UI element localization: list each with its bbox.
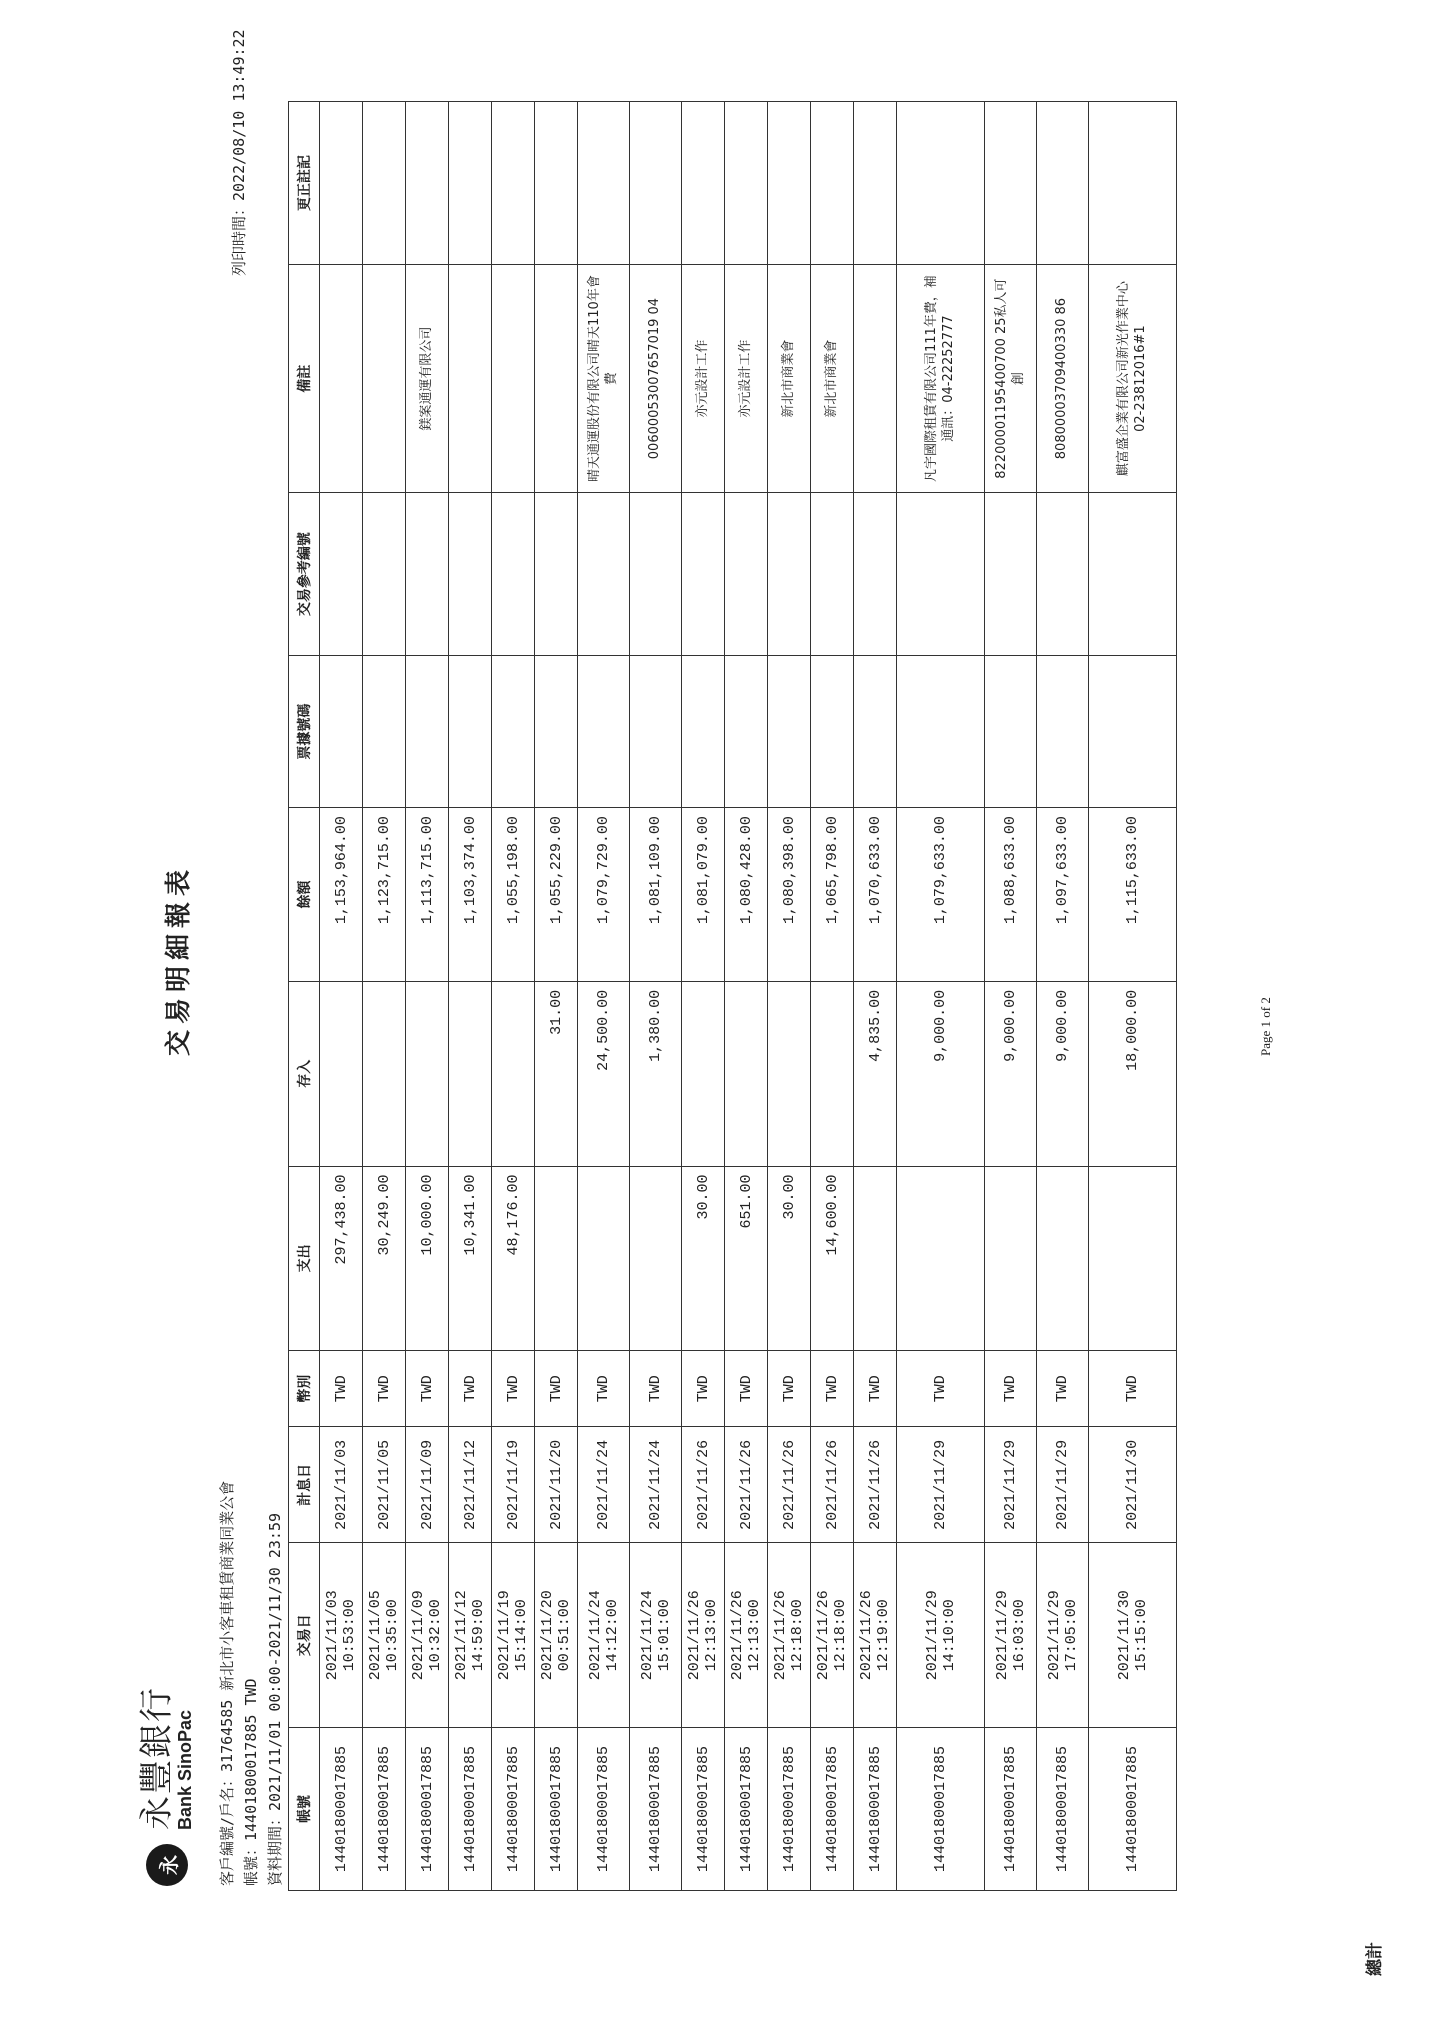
table-row <box>897 102 985 1891</box>
col-debit: 支出 <box>289 1166 320 1351</box>
cell-account: 14401800017885 <box>682 1728 725 1891</box>
cell-cheque <box>406 656 449 808</box>
cell-correction <box>578 102 630 265</box>
cell-credit <box>320 981 363 1166</box>
cell-ref <box>985 493 1037 656</box>
col-balance: 餘額 <box>289 808 320 982</box>
cell-cheque <box>320 656 363 808</box>
cell-note <box>363 265 406 493</box>
cell-credit <box>363 981 406 1166</box>
cell-txn-date: 2021/11/29 16:03:00 <box>985 1543 1037 1728</box>
cell-currency: TWD <box>768 1351 811 1427</box>
table-header-row <box>289 102 320 1891</box>
cell-correction <box>985 102 1037 265</box>
cell-debit: 30.00 <box>768 1166 811 1351</box>
cell-txn-date: 2021/11/12 14:59:00 <box>449 1543 492 1728</box>
table-row <box>1037 102 1089 1891</box>
cell-correction <box>363 102 406 265</box>
cell-value-date: 2021/11/26 <box>854 1427 897 1543</box>
cell-credit: 9,000.00 <box>897 981 985 1166</box>
cell-correction <box>682 102 725 265</box>
cell-balance: 1,113,715.00 <box>406 808 449 982</box>
cell-txn-date: 2021/11/19 15:14:00 <box>492 1543 535 1728</box>
cell-ref <box>492 493 535 656</box>
cell-credit <box>492 981 535 1166</box>
cell-value-date: 2021/11/26 <box>725 1427 768 1543</box>
cell-account: 14401800017885 <box>1089 1728 1177 1891</box>
cell-balance: 1,123,715.00 <box>363 808 406 982</box>
cell-debit: 30,249.00 <box>363 1166 406 1351</box>
col-correction: 更正註記 <box>289 102 320 265</box>
cell-credit: 1,380.00 <box>630 981 682 1166</box>
cell-balance: 1,065,798.00 <box>811 808 854 982</box>
cell-correction <box>630 102 682 265</box>
cell-credit <box>406 981 449 1166</box>
cell-account: 14401800017885 <box>535 1728 578 1891</box>
cell-correction <box>406 102 449 265</box>
cell-note: 亦元設計工作 <box>682 265 725 493</box>
cell-ref <box>535 493 578 656</box>
cell-balance: 1,115,633.00 <box>1089 808 1177 982</box>
cell-debit: 14,600.00 <box>811 1166 854 1351</box>
cell-value-date: 2021/11/19 <box>492 1427 535 1543</box>
col-account: 帳號 <box>289 1728 320 1891</box>
cell-balance: 1,055,198.00 <box>492 808 535 982</box>
cell-note <box>854 265 897 493</box>
cell-correction <box>768 102 811 265</box>
cell-account: 14401800017885 <box>578 1728 630 1891</box>
cell-cheque <box>1089 656 1177 808</box>
cell-ref <box>1037 493 1089 656</box>
cell-currency: TWD <box>897 1351 985 1427</box>
cell-debit <box>535 1166 578 1351</box>
period-info: 資料期間：2021/11/01 00:00-2021/11/30 23:59 <box>266 1512 284 1886</box>
cell-cheque <box>682 656 725 808</box>
cell-ref <box>320 493 363 656</box>
cell-account: 14401800017885 <box>320 1728 363 1891</box>
cell-balance: 1,079,729.00 <box>578 808 630 982</box>
table-row <box>630 102 682 1891</box>
cell-balance: 1,081,109.00 <box>630 808 682 982</box>
cell-ref <box>578 493 630 656</box>
print-time: 列印時間：2022/08/10 13:49:22 <box>230 29 248 276</box>
table-row <box>1089 102 1177 1891</box>
cell-txn-date: 2021/11/20 00:51:00 <box>535 1543 578 1728</box>
report-title: 交易明細報表 <box>164 863 194 1056</box>
cell-value-date: 2021/11/05 <box>363 1427 406 1543</box>
cell-account: 14401800017885 <box>985 1728 1037 1891</box>
cell-value-date: 2021/11/29 <box>1037 1427 1089 1543</box>
cell-debit <box>985 1166 1037 1351</box>
table-row <box>725 102 768 1891</box>
cell-note <box>449 265 492 493</box>
cell-note <box>320 265 363 493</box>
table-row <box>449 102 492 1891</box>
cell-credit: 9,000.00 <box>985 981 1037 1166</box>
bank-logo <box>137 1686 195 1886</box>
cell-account: 14401800017885 <box>897 1728 985 1891</box>
sinopac-logo-icon: 永 <box>146 1844 188 1886</box>
cell-balance: 1,103,374.00 <box>449 808 492 982</box>
cell-currency: TWD <box>449 1351 492 1427</box>
cell-txn-date: 2021/11/29 17:05:00 <box>1037 1543 1089 1728</box>
cell-cheque <box>725 656 768 808</box>
cell-correction <box>854 102 897 265</box>
cell-cheque <box>363 656 406 808</box>
cell-cheque <box>768 656 811 808</box>
cell-credit: 4,835.00 <box>854 981 897 1166</box>
cell-ref <box>854 493 897 656</box>
cell-value-date: 2021/11/03 <box>320 1427 363 1543</box>
cell-credit <box>682 981 725 1166</box>
cell-value-date: 2021/11/12 <box>449 1427 492 1543</box>
cell-correction <box>897 102 985 265</box>
cell-cheque <box>811 656 854 808</box>
cell-note: 凡宇國際租賃有限公司111年費，補通訊：04-22252777 <box>897 265 985 493</box>
cell-ref <box>768 493 811 656</box>
cell-cheque <box>449 656 492 808</box>
cell-debit <box>897 1166 985 1351</box>
cell-balance: 1,097,633.00 <box>1037 808 1089 982</box>
cell-txn-date: 2021/11/03 10:53:00 <box>320 1543 363 1728</box>
cell-currency: TWD <box>363 1351 406 1427</box>
cell-value-date: 2021/11/26 <box>768 1427 811 1543</box>
cell-cheque <box>897 656 985 808</box>
col-txn-date: 交易日 <box>289 1543 320 1728</box>
cell-account: 14401800017885 <box>449 1728 492 1891</box>
cell-account: 14401800017885 <box>725 1728 768 1891</box>
cell-value-date: 2021/11/09 <box>406 1427 449 1543</box>
cell-balance: 1,153,964.00 <box>320 808 363 982</box>
total-label: 總計 <box>1365 1942 1385 1976</box>
cell-balance: 1,055,229.00 <box>535 808 578 982</box>
cell-currency: TWD <box>320 1351 363 1427</box>
cell-debit: 10,000.00 <box>406 1166 449 1351</box>
cell-currency: TWD <box>1037 1351 1089 1427</box>
cell-ref <box>1089 493 1177 656</box>
cell-value-date: 2021/11/20 <box>535 1427 578 1543</box>
cell-cheque <box>492 656 535 808</box>
cell-currency: TWD <box>725 1351 768 1427</box>
cell-credit <box>725 981 768 1166</box>
cell-account: 14401800017885 <box>1037 1728 1089 1891</box>
cell-value-date: 2021/11/30 <box>1089 1427 1177 1543</box>
table-row <box>985 102 1037 1891</box>
cell-credit: 31.00 <box>535 981 578 1166</box>
cell-account: 14401800017885 <box>811 1728 854 1891</box>
table-row <box>768 102 811 1891</box>
table-row <box>854 102 897 1891</box>
cell-credit <box>449 981 492 1166</box>
cell-balance: 1,088,633.00 <box>985 808 1037 982</box>
cell-value-date: 2021/11/29 <box>897 1427 985 1543</box>
cell-currency: TWD <box>854 1351 897 1427</box>
customer-info: 客戶編號/戶名：31764585 新北市小客車租賃商業同業公會 <box>218 1480 236 1886</box>
cell-correction <box>1037 102 1089 265</box>
table-row <box>406 102 449 1891</box>
cell-debit: 651.00 <box>725 1166 768 1351</box>
cell-credit <box>768 981 811 1166</box>
cell-correction <box>535 102 578 265</box>
cell-cheque <box>985 656 1037 808</box>
col-cheque: 票據號碼 <box>289 656 320 808</box>
cell-correction <box>725 102 768 265</box>
cell-account: 14401800017885 <box>406 1728 449 1891</box>
cell-balance: 1,070,633.00 <box>854 808 897 982</box>
cell-balance: 1,081,079.00 <box>682 808 725 982</box>
cell-debit: 297,438.00 <box>320 1166 363 1351</box>
cell-currency: TWD <box>1089 1351 1177 1427</box>
cell-account: 14401800017885 <box>854 1728 897 1891</box>
cell-ref <box>449 493 492 656</box>
table-row <box>578 102 630 1891</box>
cell-note: 新北市商業會 <box>768 265 811 493</box>
col-value-date: 計息日 <box>289 1427 320 1543</box>
cell-txn-date: 2021/11/09 10:32:00 <box>406 1543 449 1728</box>
cell-debit <box>1037 1166 1089 1351</box>
cell-note: 新北市商業會 <box>811 265 854 493</box>
cell-note <box>535 265 578 493</box>
cell-correction <box>492 102 535 265</box>
cell-correction <box>320 102 363 265</box>
table-body <box>320 102 1177 1891</box>
cell-cheque <box>854 656 897 808</box>
table-row <box>320 102 363 1891</box>
cell-credit: 24,500.00 <box>578 981 630 1166</box>
cell-txn-date: 2021/11/26 12:13:00 <box>682 1543 725 1728</box>
cell-note: 亦元設計工作 <box>725 265 768 493</box>
table-row <box>682 102 725 1891</box>
cell-ref <box>725 493 768 656</box>
cell-txn-date: 2021/11/26 12:18:00 <box>768 1543 811 1728</box>
cell-debit <box>1089 1166 1177 1351</box>
cell-txn-date: 2021/11/26 12:13:00 <box>725 1543 768 1728</box>
cell-currency: TWD <box>535 1351 578 1427</box>
cell-balance: 1,080,398.00 <box>768 808 811 982</box>
cell-txn-date: 2021/11/05 10:35:00 <box>363 1543 406 1728</box>
cell-balance: 1,080,428.00 <box>725 808 768 982</box>
cell-balance: 1,079,633.00 <box>897 808 985 982</box>
cell-note: 鎂案通運有限公司 <box>406 265 449 493</box>
cell-value-date: 2021/11/26 <box>682 1427 725 1543</box>
cell-txn-date: 2021/11/30 15:15:00 <box>1089 1543 1177 1728</box>
page-number: Page 1 of 2 <box>1258 997 1273 1056</box>
col-ref: 交易參考編號 <box>289 493 320 656</box>
cell-txn-date: 2021/11/24 15:01:00 <box>630 1543 682 1728</box>
cell-ref <box>363 493 406 656</box>
col-currency: 幣別 <box>289 1351 320 1427</box>
cell-txn-date: 2021/11/26 12:18:00 <box>811 1543 854 1728</box>
cell-account: 14401800017885 <box>363 1728 406 1891</box>
cell-credit <box>811 981 854 1166</box>
cell-account: 14401800017885 <box>492 1728 535 1891</box>
cell-debit <box>578 1166 630 1351</box>
cell-note: 80800003709400330 86 <box>1037 265 1089 493</box>
cell-txn-date: 2021/11/24 14:12:00 <box>578 1543 630 1728</box>
cell-value-date: 2021/11/29 <box>985 1427 1037 1543</box>
cell-ref <box>897 493 985 656</box>
cell-account: 14401800017885 <box>768 1728 811 1891</box>
transaction-table <box>288 101 1177 1891</box>
cell-note <box>492 265 535 493</box>
cell-cheque <box>1037 656 1089 808</box>
cell-note: 麒富盛企業有限公司新光作業中心02-23812016#1 <box>1089 265 1177 493</box>
cell-debit <box>854 1166 897 1351</box>
cell-note: 晴天通運股份有限公司晴天110年會費 <box>578 265 630 493</box>
cell-debit: 48,176.00 <box>492 1166 535 1351</box>
col-note: 備註 <box>289 265 320 493</box>
cell-credit: 9,000.00 <box>1037 981 1089 1166</box>
cell-debit: 30.00 <box>682 1166 725 1351</box>
cell-correction <box>811 102 854 265</box>
cell-debit: 10,341.00 <box>449 1166 492 1351</box>
cell-currency: TWD <box>985 1351 1037 1427</box>
cell-ref <box>811 493 854 656</box>
bank-name-en: Bank SinoPac <box>174 1709 195 1830</box>
cell-txn-date: 2021/11/26 12:19:00 <box>854 1543 897 1728</box>
cell-currency: TWD <box>682 1351 725 1427</box>
cell-cheque <box>630 656 682 808</box>
cell-note: 82200001195400700 25私人可創 <box>985 265 1037 493</box>
cell-correction <box>449 102 492 265</box>
cell-note: 00600053007657019 04 <box>630 265 682 493</box>
account-info: 帳號：14401800017885 TWD <box>242 1678 260 1886</box>
cell-debit <box>630 1166 682 1351</box>
cell-correction <box>1089 102 1177 265</box>
cell-currency: TWD <box>811 1351 854 1427</box>
cell-currency: TWD <box>406 1351 449 1427</box>
cell-value-date: 2021/11/24 <box>630 1427 682 1543</box>
cell-cheque <box>535 656 578 808</box>
bank-name-cn: 永豐銀行 <box>137 1686 177 1830</box>
cell-cheque <box>578 656 630 808</box>
cell-currency: TWD <box>578 1351 630 1427</box>
table-row <box>492 102 535 1891</box>
cell-credit: 18,000.00 <box>1089 981 1177 1166</box>
table-row <box>535 102 578 1891</box>
table-row <box>811 102 854 1891</box>
col-credit: 存入 <box>289 981 320 1166</box>
cell-ref <box>406 493 449 656</box>
table-row <box>363 102 406 1891</box>
cell-account: 14401800017885 <box>630 1728 682 1891</box>
cell-ref <box>682 493 725 656</box>
cell-txn-date: 2021/11/29 14:10:00 <box>897 1543 985 1728</box>
cell-currency: TWD <box>492 1351 535 1427</box>
cell-currency: TWD <box>630 1351 682 1427</box>
cell-ref <box>630 493 682 656</box>
cell-value-date: 2021/11/26 <box>811 1427 854 1543</box>
cell-value-date: 2021/11/24 <box>578 1427 630 1543</box>
